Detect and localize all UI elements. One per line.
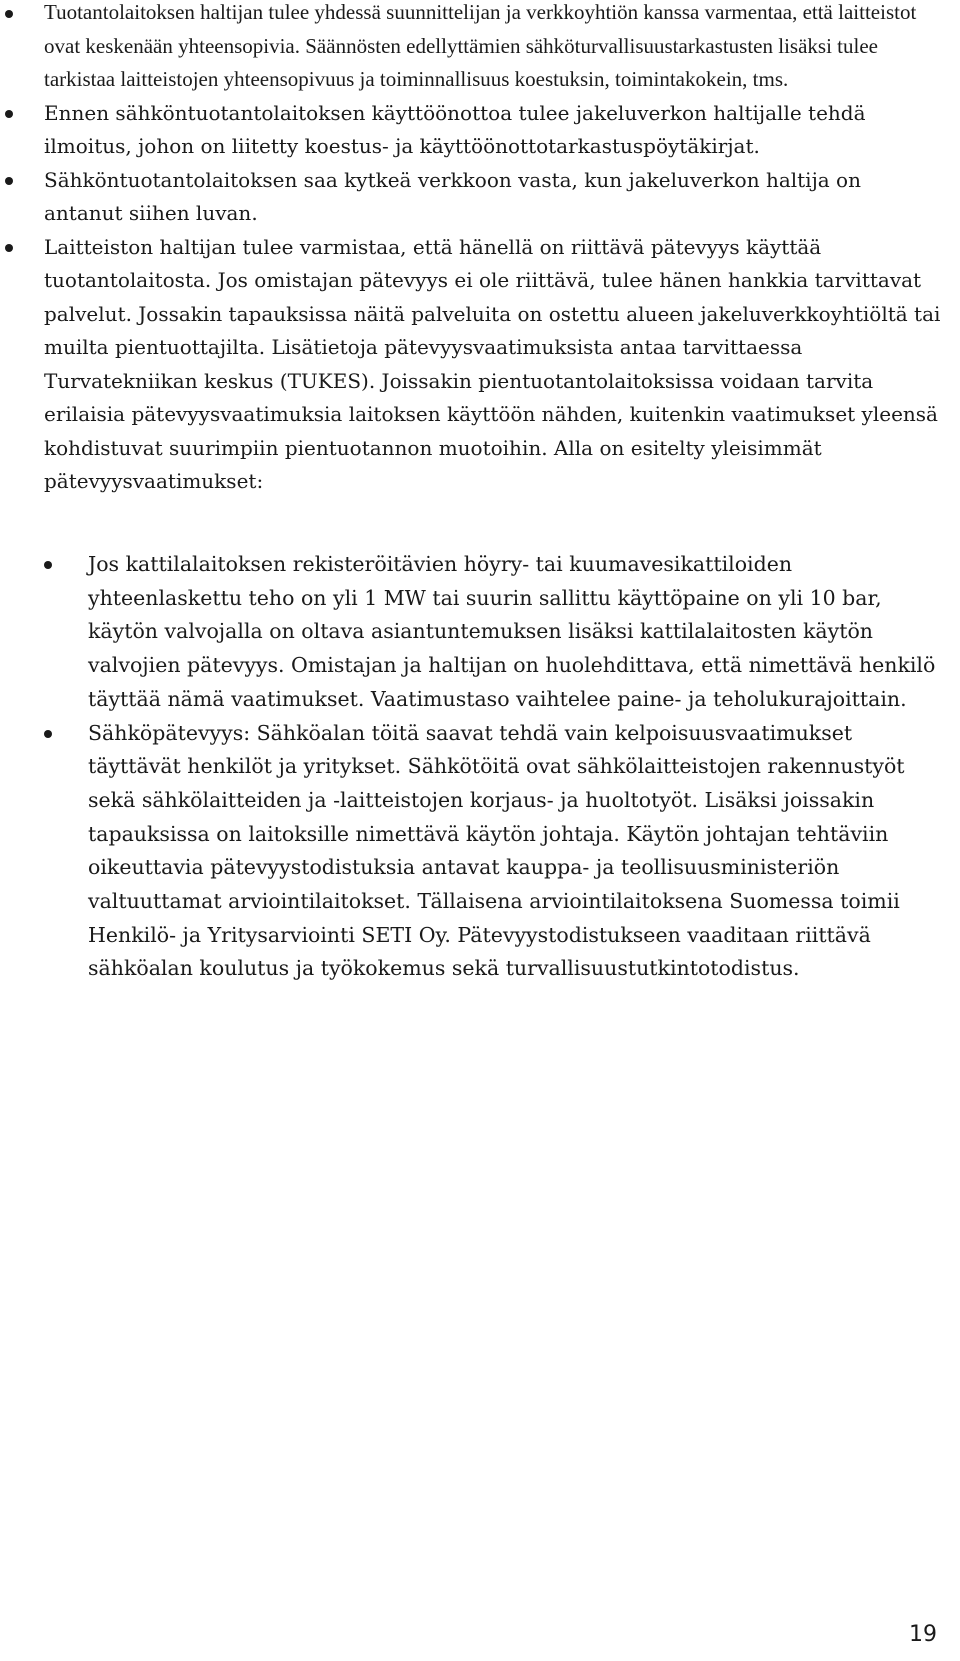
list-item-text: Sähköntuotantolaitoksen saa kytkeä verkkoon vasta, kun jakeluverkon haltija on antanut siihen luvan. [44,167,861,225]
page-number: 19 [909,1622,937,1647]
main-bullet-list [0,0,960,499]
bullet-icon [5,110,13,118]
list-item [0,164,960,231]
list-item-text: Jos kattilalaitoksen rekisteröitävien höyry- tai kuumavesikattiloiden yhteenlaskettu teho on yli 1 MW tai suurin sallittu käyttöpaine on yli 10 bar, käytön valvojalla on oltava asiantuntemuksen lisäksi kattilalaitosten käytön valvojien pätevyys. Omistajan ja haltijan on huolehdittava, että nimettävä henkilö täyttää nämä vaatimukset. Vaatimustaso vaihtelee paine- ja teholukurajoittain. [88,552,936,711]
bullet-icon [5,10,13,18]
bullet-icon [5,244,13,252]
list-item [0,717,960,987]
list-item-text: Tuotantolaitoksen haltijan tulee yhdessä suunnittelijan ja verkkoyhtiön kanssa varmentaa, että laitteistot ovat keskenään yhteensopivia. Säännösten edellyttämien sähköturvallisuustarkastusten lisäksi tulee tarkistaa laitteistojen yhteensopivuus ja toiminnallisuus koestuksin, toimintakokein, tms. [44,0,917,91]
list-item [0,97,960,164]
bullet-icon [5,177,13,185]
list-item [0,548,960,717]
list-item-text: Sähköpätevyys: Sähköalan töitä saavat tehdä vain kelpoisuusvaatimukset täyttävät henkilöt ja yritykset. Sähkötöitä ovat sähkölaitteistojen rakennustyöt sekä sähkölaitteiden ja -laitteistojen korjaus- ja huoltotyöt. Lisäksi joissakin tapauksissa on laitoksille nimettävä käytön johtaja. Käytön johtajan tehtäviin oikeuttavia pätevyystodistuksia antavat kauppa- ja teollisuusministeriön valtuuttamat arviointilaitokset. Tällaisena arviointilaitoksena Suomessa toimii Henkilö- ja Yritysarviointi SETI Oy. Pätevyystodistukseen vaaditaan riittävä sähköalan koulutus ja työkokemus sekä turvallisuustutkintotodistus. [88,720,905,981]
bullet-icon [44,730,52,738]
list-item [0,0,960,97]
bullet-icon [44,561,52,569]
nested-bullet-list [0,548,960,986]
list-item-text: Laitteiston haltijan tulee varmistaa, että hänellä on riittävä pätevyys käyttää tuotantolaitosta. Jos omistajan pätevyys ei ole riittävä, tulee hänen hankkia tarvittavat palvelut. Jossakin tapauksissa näitä palveluita on ostettu alueen jakeluverkkoyhtiöltä tai muilta pientuottajilta. Lisätietoja pätevyysvaatimuksista antaa tarvittaessa Turvatekniikan keskus (TUKES). Joissakin pientuotantolaitoksissa voidaan tarvita erilaisia pätevyysvaatimuksia laitoksen käyttöön nähden, kuitenkin vaatimukset yleensä kohdistuvat suurimpiin pientuotannon muotoihin. Alla on esitelty yleisimmät pätevyysvaatimukset: [44,234,941,493]
list-item-text: Ennen sähköntuotantolaitoksen käyttöönottoa tulee jakeluverkon haltijalle tehdä ilmoitus, johon on liitetty koestus- ja käyttöönottotarkastuspöytäkirjat. [44,100,866,158]
list-item [0,231,960,499]
